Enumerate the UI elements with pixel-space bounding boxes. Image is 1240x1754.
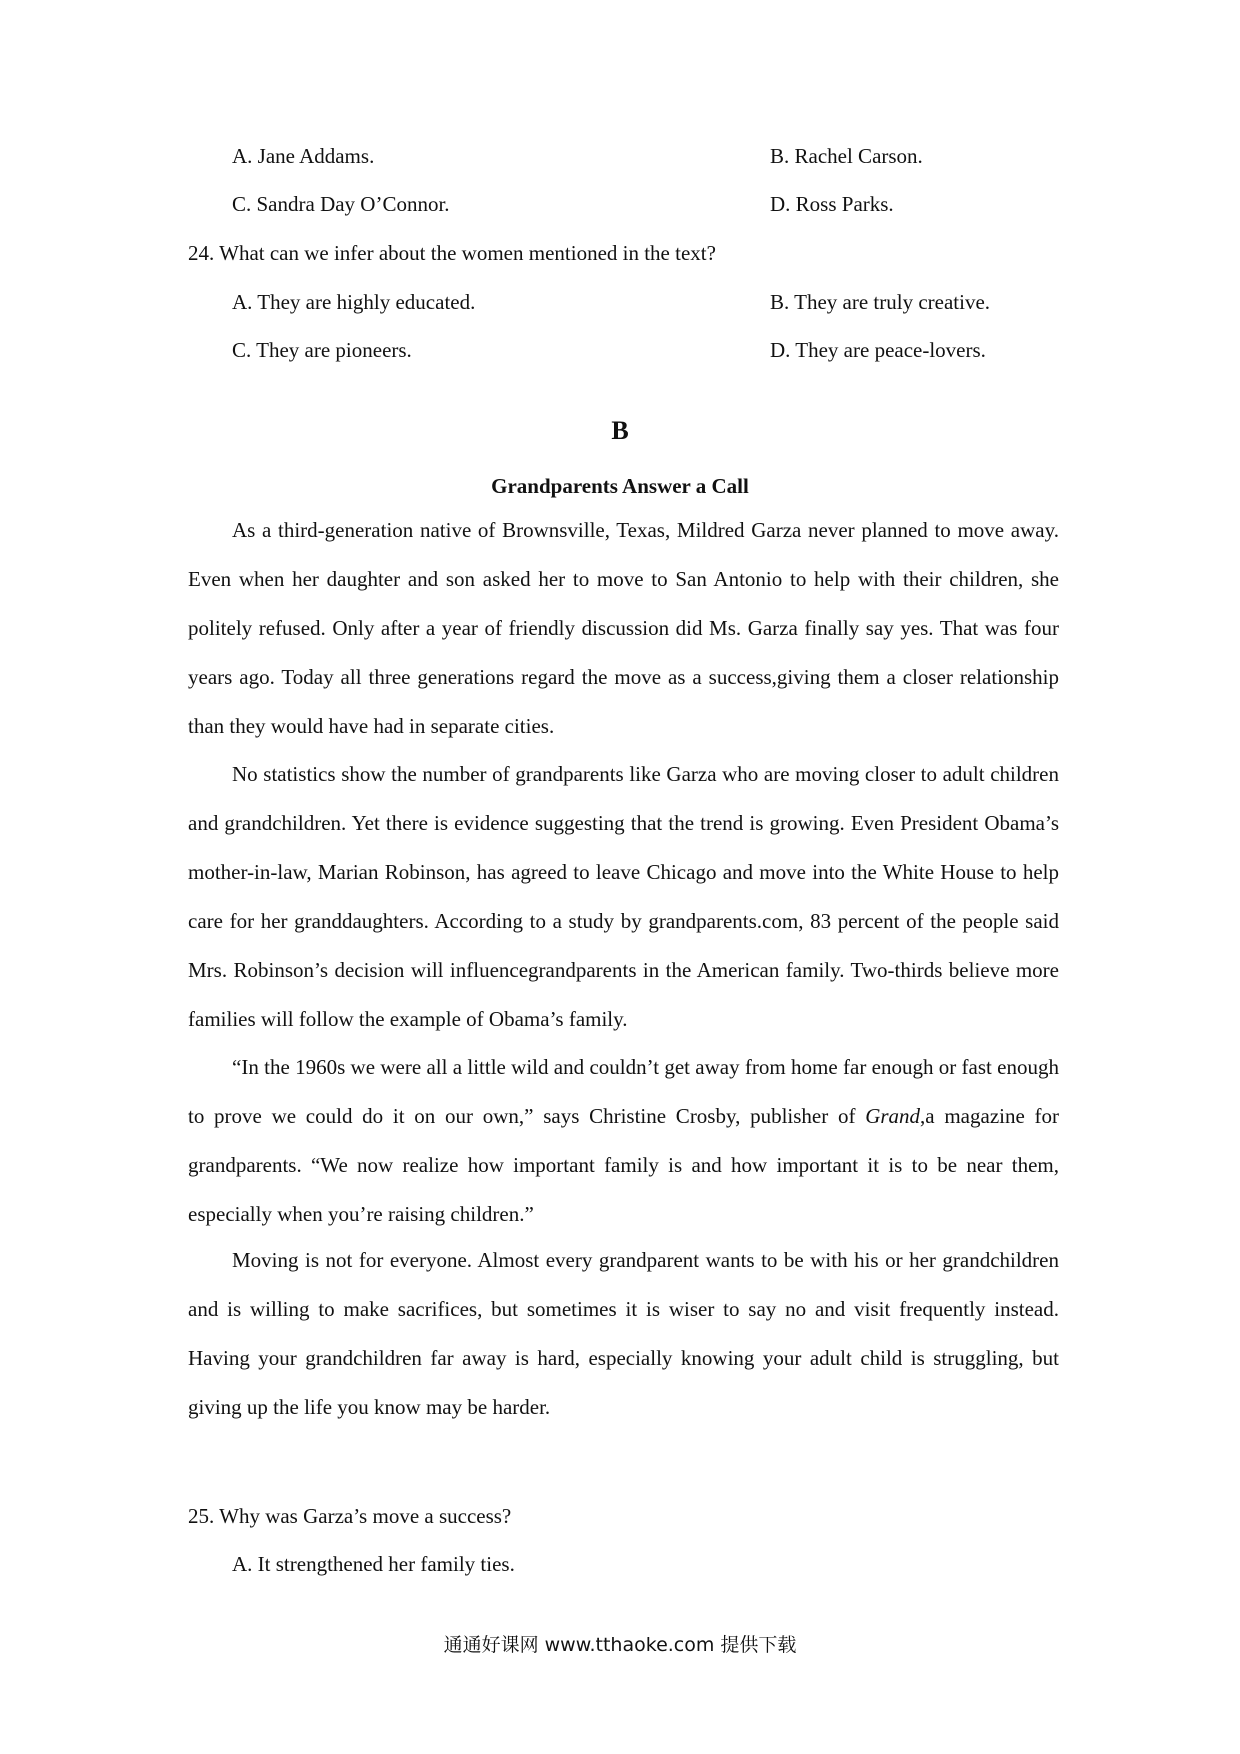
q24-question: 24. What can we infer about the women mentioned in the text? — [188, 241, 716, 265]
page-footer: 通通好课网 www.tthaoke.com 提供下载 — [443, 1634, 797, 1656]
q23-option-c: C. Sandra Day O’Connor. — [232, 192, 450, 216]
q24-option-d: D. They are peace-lovers. — [770, 338, 986, 362]
q23-option-d: D. Ross Parks. — [770, 192, 894, 216]
passage-paragraph-1: As a third-generation native of Brownsville, Texas, Mildred Garza never planned to move away. Even when her daughter and son asked her to move to San Antonio to help with their children, she politely refused. Only after a year of friendly discussion did Ms. Garza finally say yes. That was four years ago. Today all three generations regard the move as a success,giving them a closer relationship than they would have had in separate cities. — [188, 518, 1059, 738]
q23-option-b: B. Rachel Carson. — [770, 144, 923, 168]
q25-option-a: A. It strengthened her family ties. — [232, 1552, 515, 1576]
passage-paragraph-2: No statistics show the number of grandparents like Garza who are moving closer to adult children and grandchildren. Yet there is evidence suggesting that the trend is growing. Even President Obama’s mother-in-law, Marian Robinson, has agreed to leave Chicago and move into the White House to help care for her granddaughters. According to a study by grandparents.com, 83 percent of the people said Mrs. Robinson’s decision will influencegrandparents in the American family. Two-thirds believe more families will follow the example of Obama’s family. — [188, 762, 1059, 1031]
passage-paragraph-4: Moving is not for everyone. Almost every grandparent wants to be with his or her grandchildren and is willing to make sacrifices, but sometimes it is wiser to say no and visit frequently instead. Having your grandchildren far away is hard, especially knowing your adult child is struggling, but giving up the life you know may be harder. — [188, 1248, 1059, 1419]
q24-option-a: A. They are highly educated. — [232, 290, 476, 314]
magazine-name: Grand — [865, 1104, 921, 1128]
q25-question: 25. Why was Garza’s move a success? — [188, 1504, 512, 1528]
section-letter: B — [611, 416, 629, 445]
passage-title: Grandparents Answer a Call — [491, 474, 749, 498]
q24-option-b: B. They are truly creative. — [770, 290, 991, 314]
passage-paragraph-3 — [188, 1043, 1059, 1239]
paragraph-3-text-a: “In the 1960s we were all a little wild and couldn’t get away from home far enough or fast enough to prove we could do it on our own,” says Christine Crosby, publisher of — [188, 1055, 1059, 1128]
paragraph-3-text-b: ,a magazine for grandparents. “We now realize how important family is and how important it is to be near them, especially when you’re raising children.” — [188, 1104, 1060, 1226]
q24-option-c: C. They are pioneers. — [232, 338, 412, 362]
q23-option-a: A. Jane Addams. — [232, 144, 375, 168]
